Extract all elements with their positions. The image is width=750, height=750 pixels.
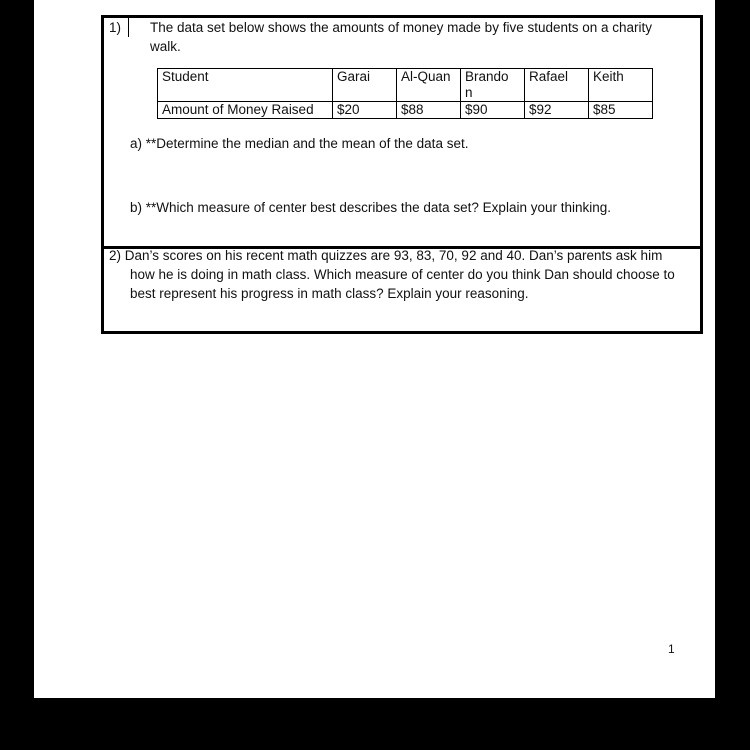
question-1-text-line-2: walk.	[150, 39, 181, 54]
student-name-cell: Keith	[589, 69, 653, 102]
amount-cell: $92	[525, 102, 589, 119]
amount-cell: $90	[461, 102, 525, 119]
student-header-cell: Student	[158, 69, 333, 102]
amount-header-cell: Amount of Money Raised	[158, 102, 333, 119]
question-2-text-line-3: best represent his progress in math class? Explain your reasoning.	[130, 286, 529, 301]
worksheet-page	[34, 0, 715, 698]
student-name-cell: Rafael	[525, 69, 589, 102]
amount-cell: $85	[589, 102, 653, 119]
question-1-number: 1)	[109, 20, 122, 35]
table-amount-row	[158, 102, 653, 119]
student-name-cell: Al-Quan	[397, 69, 461, 102]
student-name-cell: Garai	[333, 69, 397, 102]
question-1-part-a: a) **Determine the median and the mean of the data set.	[130, 136, 469, 151]
question-2-text-line-2: how he is doing in math class. Which measure of center do you think Dan should choose to	[130, 267, 675, 282]
money-raised-table	[157, 68, 653, 119]
page-number: 1	[668, 642, 675, 656]
student-name-cell: Brando n	[461, 69, 525, 102]
amount-cell: $88	[397, 102, 461, 119]
number-divider	[128, 18, 129, 37]
question-2-text-line-1: 2) Dan’s scores on his recent math quizzes are 93, 83, 70, 92 and 40. Dan’s parents ask him	[109, 248, 663, 263]
questions-box	[101, 15, 703, 334]
question-1-part-b: b) **Which measure of center best describes the data set? Explain your thinking.	[130, 200, 612, 215]
amount-cell: $20	[333, 102, 397, 119]
question-1-text-line-1: The data set below shows the amounts of money made by five students on a charity	[150, 20, 653, 35]
table-header-row	[158, 69, 653, 102]
